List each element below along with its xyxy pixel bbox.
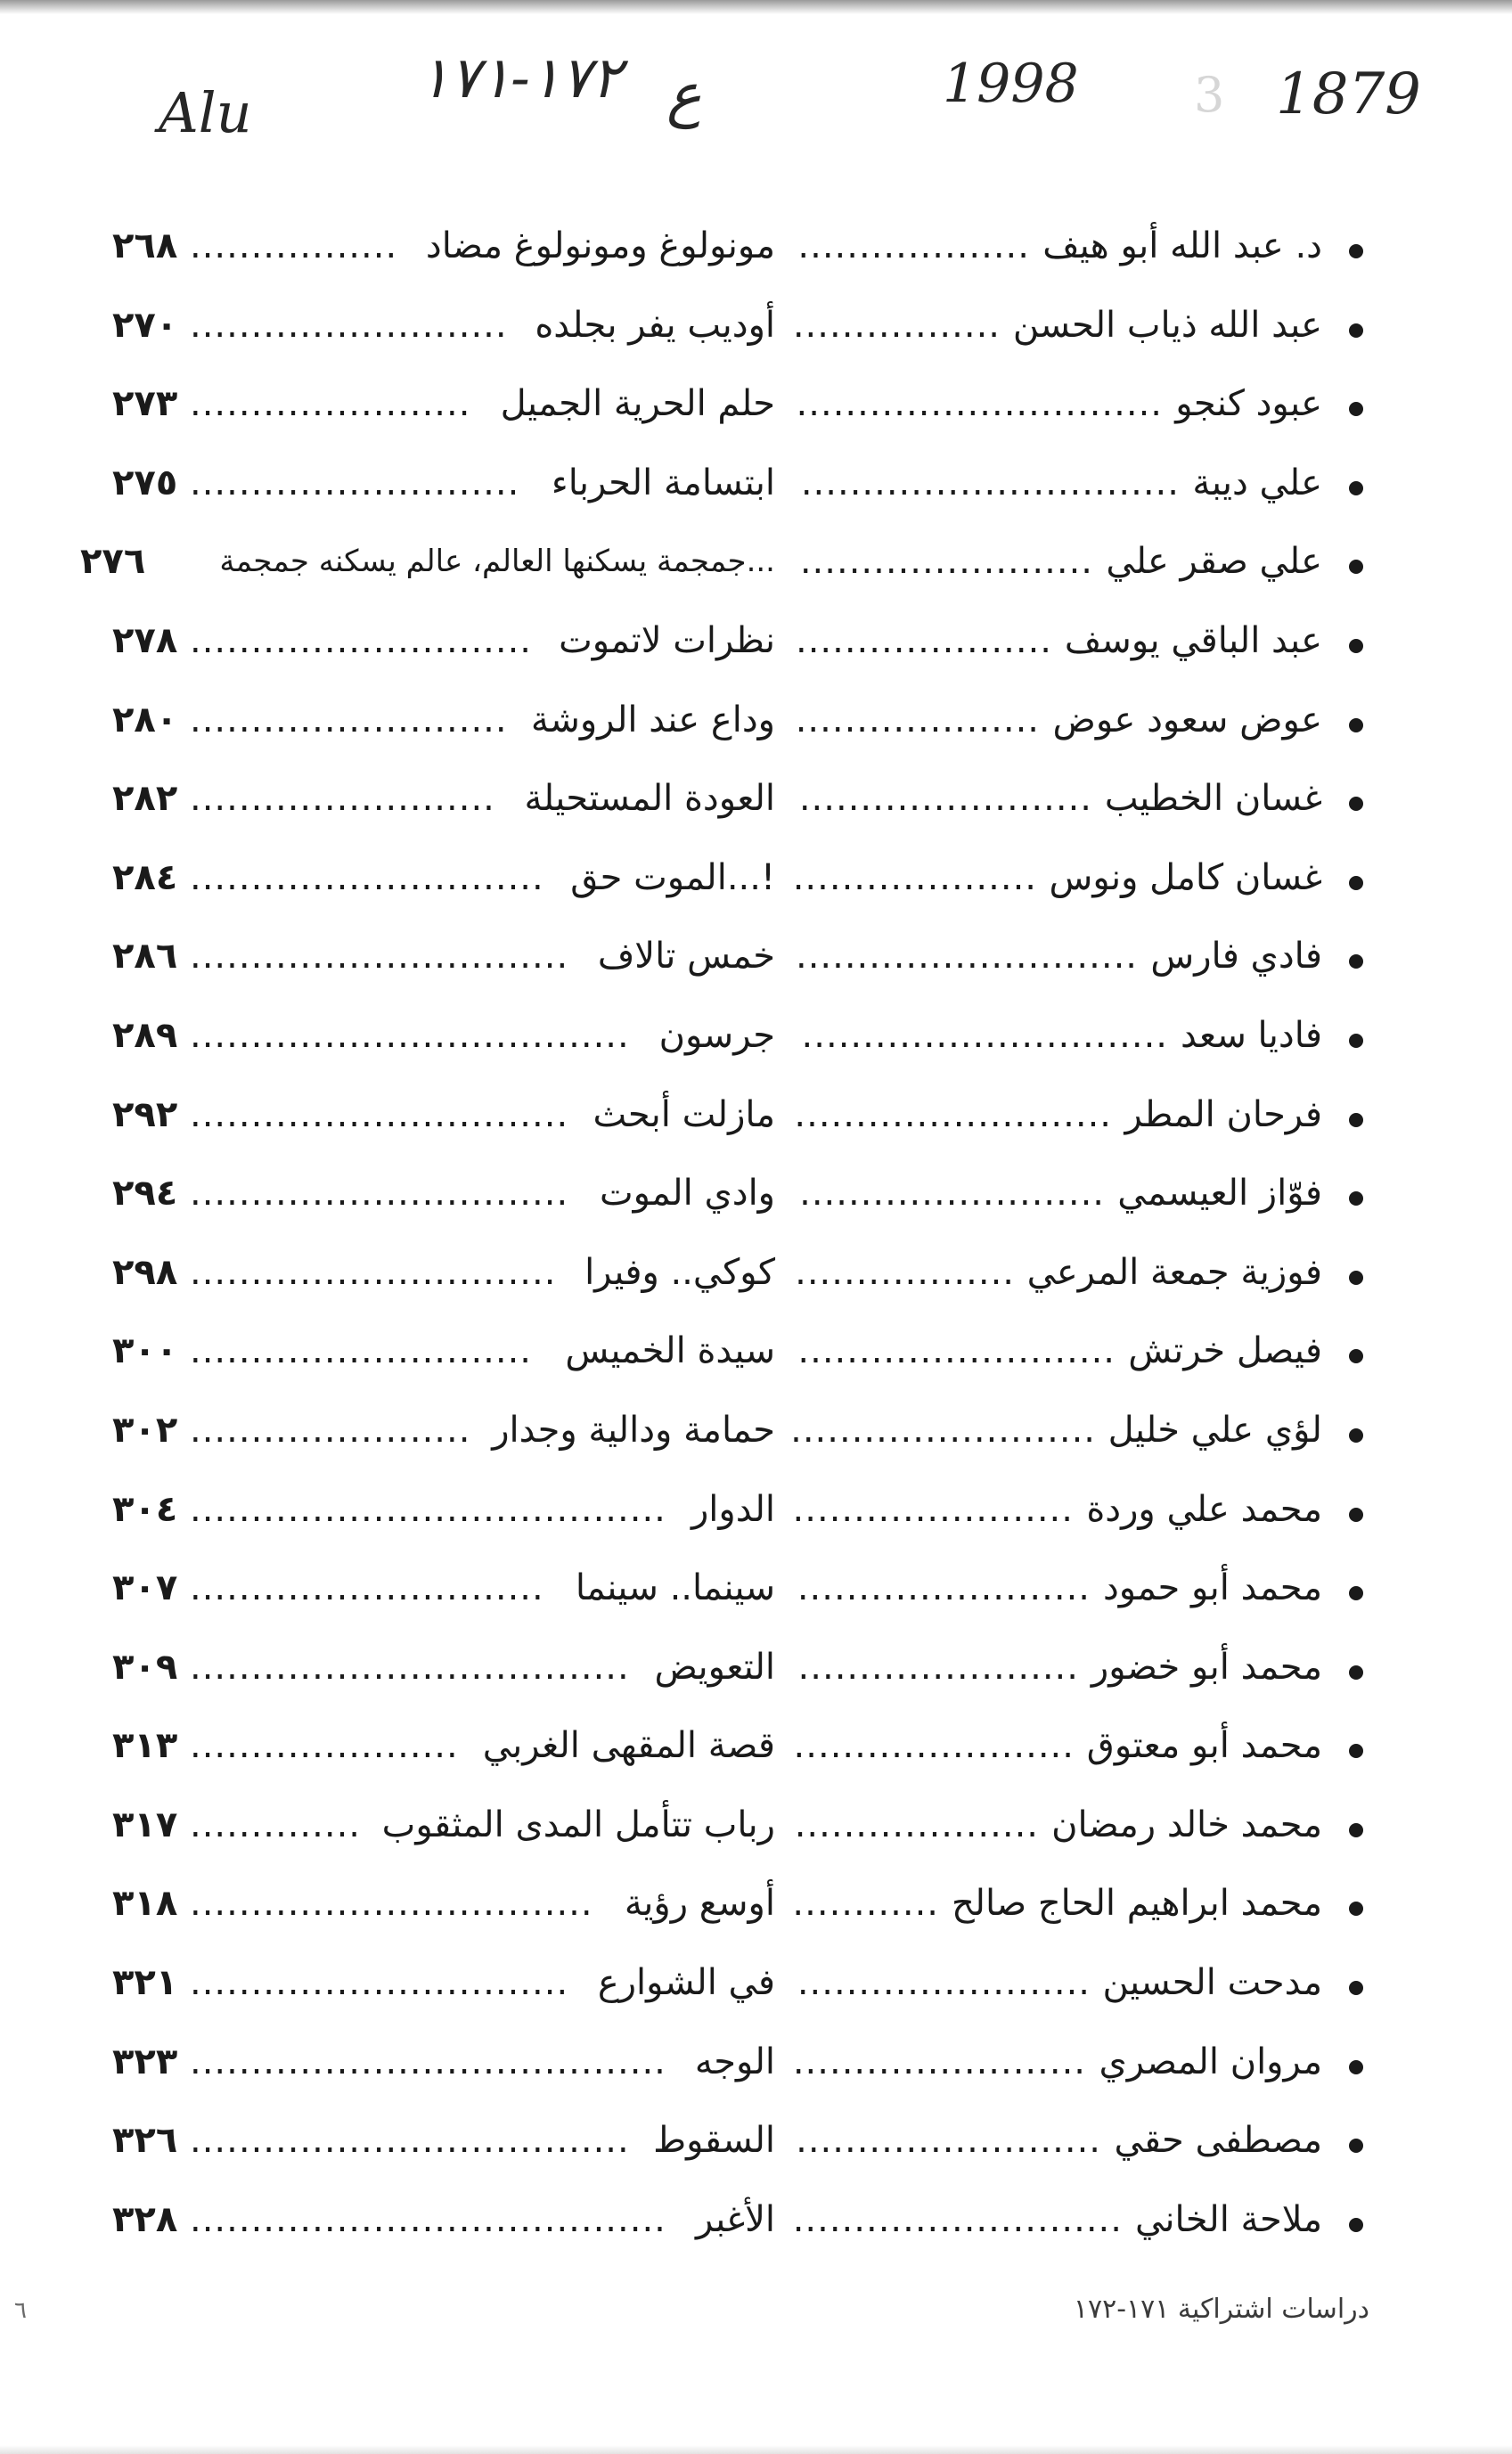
bullet-icon [1349,1349,1363,1363]
entry-title: الدوار [691,1488,775,1530]
entry-page-number: ٣٢٦ [112,2120,178,2162]
dot-leader: ....................... [793,1725,1075,1767]
entry-author: فوزية جمعة المرعي [1026,1251,1322,1293]
toc-entry [80,681,1363,760]
entry-title: في الشوارع [597,1962,775,2004]
dot-leader: ........................ [797,1962,1091,2004]
dot-leader: .............................. [801,1014,1168,1056]
entry-author: محمد أبو خضور [1091,1646,1322,1688]
dot-leader: ............................... [190,936,569,978]
handwritten-year: 1998 [943,53,1079,115]
footer-page-number: ٦ [14,2297,27,2324]
entry-author: فرحان المطر [1124,1093,1322,1135]
dot-leader: .......................... [190,699,508,740]
bullet-icon [1349,639,1363,653]
dot-leader: .................................... [190,1646,630,1688]
dot-leader: .......................... [190,304,508,346]
entry-title: وادي الموت [599,1173,775,1215]
dot-leader: ................. [792,304,1001,346]
toc-entry [80,838,1363,918]
entry-title: نظرات لاتموت [559,619,775,661]
entry-page-number: ٢٦٨ [112,225,178,266]
bullet-icon [1349,2060,1363,2074]
entry-author: محمد خالد رمضان [1051,1804,1322,1845]
dot-leader: .......................... [794,1093,1112,1135]
dot-leader: ......................... [799,1173,1105,1215]
bullet-icon [1349,797,1363,811]
dot-leader: .................. [795,1251,1015,1293]
entry-title: مونولوغ ومونولوغ مضاد [425,225,775,266]
entry-author: علي ديبة [1192,462,1322,503]
dot-leader: ..................... [795,619,1052,661]
handwritten-number: 1879 [1276,61,1421,127]
dot-leader: .............................. [796,383,1163,425]
entry-title: مازلت أبحث [593,1093,775,1135]
dot-leader: ....................... [792,1488,1074,1530]
entry-page-number: ٣٠٤ [112,1488,178,1530]
entry-title: وداع عند الروشة [530,699,775,740]
entry-title: أوسع رؤية [624,1883,775,1925]
bullet-icon [1349,1034,1363,1048]
dot-leader: .................... [792,856,1037,898]
dot-leader: .................................... [190,2120,630,2162]
dot-leader: ........................ [797,1567,1091,1609]
entry-author: عبود كنجو [1175,383,1322,425]
bullet-icon [1349,1586,1363,1600]
entry-title: التعويض [654,1646,775,1688]
entry-page-number: ٣٠٠ [112,1330,178,1372]
entry-author: محمد علي وردة [1086,1488,1322,1530]
entry-author: ملاحة الخاني [1135,2198,1322,2240]
dot-leader: ...................... [190,1725,459,1767]
dot-leader: ........................ [798,778,1092,820]
toc-entry [80,1549,1363,1628]
entry-author: محمد ابراهيم الحاج صالح [951,1883,1322,1925]
toc-entry [80,1312,1363,1391]
entry-author: محمد أبو حمود [1102,1567,1322,1609]
dot-leader: ........................... [792,2198,1123,2240]
dot-leader: ....................... [190,1409,471,1451]
dot-leader: ......................... [190,778,495,820]
toc-entry [80,1943,1363,2023]
toc-entry [80,1076,1363,1155]
entry-author: عبد الباقي يوسف [1064,619,1322,661]
dot-leader: ................. [190,225,398,266]
entry-title: جرسون [658,1014,775,1056]
entry-page-number: ٣٢٣ [112,2041,178,2082]
handwritten-left-note: Alu [159,80,252,145]
bullet-icon [1349,1508,1363,1522]
entry-page-number: ٢٨٩ [112,1014,178,1056]
bullet-icon [1349,560,1363,574]
entry-author: لؤي علي خليل [1107,1409,1322,1451]
entry-page-number: ٣٠٢ [112,1409,178,1451]
dot-leader: ............................ [795,936,1138,978]
bullet-icon [1349,323,1363,338]
dot-leader: .......................... [797,1330,1116,1372]
entry-page-number: ٢٧٦ [80,541,146,583]
dot-leader: ......................... [790,1409,1096,1451]
entry-author: فيصل خرتش [1128,1330,1322,1372]
bullet-icon [1349,1665,1363,1680]
bullet-icon [1349,876,1363,890]
dot-leader: ............................. [190,1567,544,1609]
dot-leader: ........................ [792,2041,1086,2082]
faded-handwritten-mark: 3 [1194,67,1225,123]
toc-entry [80,1628,1363,1707]
entry-page-number: ٣٠٧ [112,1567,178,1609]
entry-title: كوكي.. وفيرا [584,1251,775,1293]
dot-leader: ............................... [190,1173,569,1215]
dot-leader: ........................ [799,541,1093,583]
dot-leader: .............. [190,1804,362,1845]
entry-page-number: ٣١٧ [112,1804,178,1845]
toc-entry [80,2101,1363,2180]
entry-title: جمجمة يسكنها العالم، عالم يسكنه جمجمة... [219,544,775,580]
entry-title: سيدة الخميس [565,1330,775,1372]
dot-leader: ............................ [190,619,533,661]
bullet-icon [1349,244,1363,258]
bullet-icon [1349,954,1363,969]
entry-page-number: ٢٩٨ [112,1251,178,1293]
toc-entry [80,1470,1363,1550]
toc-entry [80,601,1363,681]
toc-entry [80,1233,1363,1313]
dot-leader: ............................... [800,462,1180,503]
toc-entry [80,207,1363,286]
bullet-icon [1349,718,1363,732]
entry-title: العودة المستحيلة [524,778,775,820]
bullet-icon [1349,1823,1363,1837]
dot-leader: ....................................... [190,2198,666,2240]
dot-leader: ......................... [796,2120,1101,2162]
toc-entry [80,2023,1363,2102]
dot-leader: ....................... [797,1646,1079,1688]
bullet-icon [1349,1981,1363,1995]
dot-leader: ............................. [190,856,544,898]
entry-title: رباب تتأمل المدى المثقوب [381,1804,775,1845]
entry-title: السقوط [653,2120,775,2162]
footer-journal-title: دراسات اشتراكية ١٧١-١٧٢ [1073,2294,1369,2325]
entry-author: محمد أبو معتوق [1086,1725,1322,1767]
dot-leader: ............................... [190,1962,569,2004]
bullet-icon [1349,1271,1363,1285]
scan-bottom-edge [0,2445,1512,2454]
entry-page-number: ٣١٨ [112,1883,178,1925]
toc-entry [80,364,1363,444]
bullet-icon [1349,1902,1363,1916]
dot-leader: .................... [794,1804,1039,1845]
handwritten-letter: ع [666,61,702,129]
dot-leader: ............................... [190,1093,569,1135]
bullet-icon [1349,1191,1363,1206]
toc-entry [80,1706,1363,1786]
scan-top-edge [0,0,1512,14]
entry-page-number: ٣١٣ [112,1725,178,1767]
entry-page-number: ٢٨٢ [112,778,178,820]
dot-leader: ................................. [190,1883,593,1925]
entry-author: غسان الخطيب [1104,778,1322,820]
entry-page-number: ٢٨٤ [112,856,178,898]
handwritten-issue-range: ١٧٢-١٧١ [419,45,622,111]
toc-entry [80,917,1363,996]
entry-author: مدحت الحسين [1102,1962,1322,2004]
entry-page-number: ٢٧٥ [112,462,178,503]
toc-entry [80,444,1363,523]
entry-title: حمامة ودالية وجدار [492,1409,775,1451]
bullet-icon [1349,1428,1363,1443]
entry-author: فادي فارس [1150,936,1322,978]
dot-leader: .............................. [190,1251,557,1293]
bullet-icon [1349,2139,1363,2153]
entry-page-number: ٣٢٨ [112,2198,178,2240]
toc-entry [80,1391,1363,1470]
entry-page-number: ٣٢١ [112,1962,178,2004]
toc-entry [80,759,1363,838]
entry-title: أوديب يفر بجلده [535,304,775,346]
toc-entry [80,1864,1363,1943]
entry-author: علي صقر علي [1106,541,1322,583]
bullet-icon [1349,481,1363,495]
toc-entry [80,286,1363,365]
entry-page-number: ٢٧٨ [112,619,178,661]
entry-page-number: ٢٩٤ [112,1173,178,1215]
entry-page-number: ٢٧٣ [112,383,178,425]
entry-page-number: ٢٩٢ [112,1093,178,1135]
dot-leader: ............ [792,1883,939,1925]
toc-entry [80,1786,1363,1865]
dot-leader: ....................................... [190,1488,666,1530]
bullet-icon [1349,402,1363,416]
dot-leader: ................... [797,225,1030,266]
entry-page-number: ٣٠٩ [112,1646,178,1688]
table-of-contents [80,207,1363,2259]
bullet-icon [1349,2218,1363,2232]
entry-author: مروان المصري [1099,2041,1322,2082]
entry-title: الأغبر [696,2198,775,2240]
entry-author: فاديا سعد [1181,1014,1322,1056]
entry-title: الموت حق...! [570,856,775,898]
entry-author: عوض سعود عوض [1052,699,1322,740]
toc-entry [80,522,1363,601]
entry-page-number: ٢٧٠ [112,304,178,346]
entry-author: مصطفى حقي [1114,2120,1322,2162]
entry-author: عبد الله ذياب الحسن [1012,304,1322,346]
dot-leader: ........................... [190,462,520,503]
bullet-icon [1349,1744,1363,1758]
entry-author: د. عبد الله أبو هيف [1042,225,1322,266]
entry-title: قصة المقهى الغربي [482,1725,775,1767]
entry-title: ابتسامة الحرباء [551,462,775,503]
dot-leader: ....................................... [190,2041,666,2082]
toc-entry [80,2180,1363,2260]
entry-title: سينما.. سينما [575,1567,775,1609]
dot-leader: ....................... [190,383,471,425]
toc-entry [80,1154,1363,1233]
entry-title: الوجه [694,2041,775,2082]
entry-author: غسان كامل ونوس [1049,856,1322,898]
dot-leader: .................................... [190,1014,630,1056]
dot-leader: ............................ [190,1330,533,1372]
entry-author: فوّاز العيسمي [1117,1173,1322,1215]
entry-page-number: ٢٨٠ [112,699,178,740]
entry-page-number: ٢٨٦ [112,936,178,978]
entry-title: حلم الحرية الجميل [500,383,775,425]
toc-entry [80,996,1363,1076]
dot-leader: .................... [795,699,1040,740]
bullet-icon [1349,1113,1363,1127]
entry-title: خمس تالاف [597,936,775,978]
